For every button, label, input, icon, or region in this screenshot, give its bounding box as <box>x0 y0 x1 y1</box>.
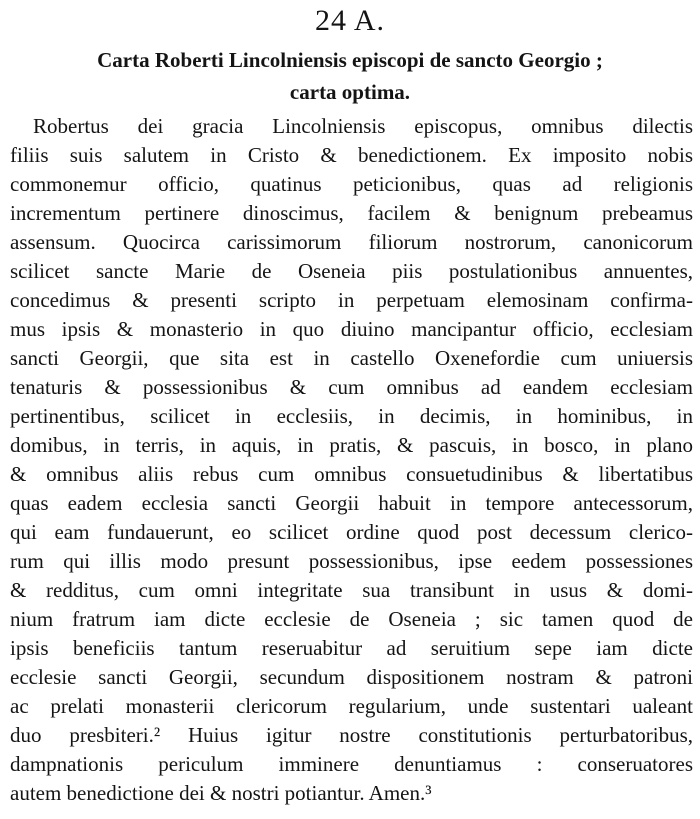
body-text-line: pertinentibus, scilicet in ecclesiis, in decimis, in hominibus, in <box>10 404 693 428</box>
body-text-line: rum qui illis modo presunt possessionibus, ipse eedem possessiones <box>10 549 693 573</box>
body-text-line: ac prelati monasterii clericorum regularium, unde sustentari ualeant <box>10 694 693 718</box>
body-text-line: & redditus, cum omni integritate sua transibunt in usus & domi- <box>10 578 693 602</box>
body-text-line: incrementum pertinere dinoscimus, facilem & benignum prebeamus <box>10 201 693 225</box>
body-text-line: tenaturis & possessionibus & cum omnibus ad eandem ecclesiam <box>10 375 693 399</box>
body-text-line: autem benedictione dei & nostri potiantur. Amen.³ <box>10 781 432 805</box>
body-text-line: & omnibus aliis rebus cum omnibus consuetudinibus & libertatibus <box>10 462 693 486</box>
body-text-line: ecclesie sancti Georgii, secundum dispositionem nostram & patroni <box>10 665 693 689</box>
body-text-line: qui eam fundauerunt, eo scilicet ordine quod post decessum clerico- <box>10 520 693 544</box>
body-text-line: filiis suis salutem in Cristo & benedictionem. Ex imposito nobis <box>10 143 693 167</box>
body-text-line: domibus, in terris, in aquis, in pratis, & pascuis, in bosco, in plano <box>10 433 693 457</box>
body-text-line: ipsis beneficiis tantum reseruabitur ad seruitium sepe iam dicte <box>10 636 693 660</box>
body-text-line: duo presbiteri.² Huius igitur nostre constitutionis perturbatoribus, <box>10 723 693 747</box>
body-text-line: mus ipsis & monasterio in quo diuino mancipantur officio, ecclesiam <box>10 317 693 341</box>
body-text-line: dampnationis periculum imminere denuntiamus : conseruatores <box>10 752 693 776</box>
body-text-line: sancti Georgii, que sita est in castello Oxenefordie cum uniuersis <box>10 346 693 370</box>
charter-number: 24 A. <box>314 4 385 37</box>
body-text-line: concedimus & presenti scripto in perpetuam elemosinam confirma- <box>10 288 693 312</box>
charter-heading-line-1: Carta Roberti Lincolniensis episcopi de sancto Georgio ; <box>97 48 603 72</box>
body-text-line: Robertus dei gracia Lincolniensis episcopus, omnibus dilectis <box>33 114 693 138</box>
charter-heading-line-2: carta optima. <box>289 80 411 104</box>
body-text-line: quas eadem ecclesia sancti Georgii habuit in tempore antecessorum, <box>10 491 693 515</box>
body-text-line: nium fratrum iam dicte ecclesie de Oseneia ; sic tamen quod de <box>10 607 693 631</box>
body-text-line: scilicet sancte Marie de Oseneia piis postulationibus annuentes, <box>10 259 693 283</box>
body-text-line: assensum. Quocirca carissimorum filiorum nostrorum, canonicorum <box>10 230 693 254</box>
body-text-line: commonemur officio, quatinus peticionibus, quas ad religionis <box>10 172 693 196</box>
